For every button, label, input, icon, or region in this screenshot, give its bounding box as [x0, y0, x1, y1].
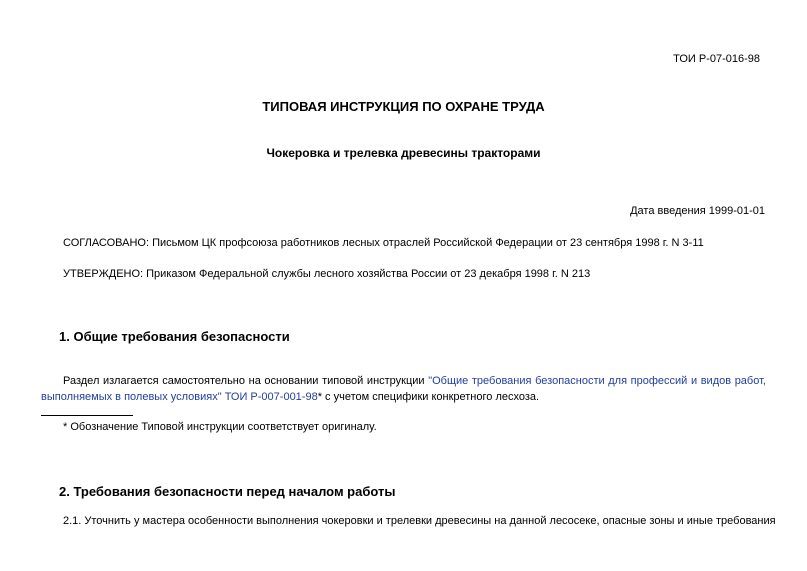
introduction-date: Дата введения 1999-01-01: [630, 205, 765, 217]
section-1-paragraph: [41, 373, 766, 405]
paragraph-text-after-link: * с учетом специфики конкретного лесхоза.: [317, 391, 540, 403]
approved-by-statement: УТВЕРЖДЕНО: Приказом Федеральной службы лесного хозяйства России от 23 декабря 1998 г. N 213: [63, 268, 591, 280]
document-subtitle: Чокеровка и трелевка древесины тракторами: [266, 146, 541, 160]
document-title: ТИПОВАЯ ИНСТРУКЦИЯ ПО ОХРАНЕ ТРУДА: [262, 99, 545, 114]
footnote-divider: [41, 415, 133, 416]
footnote: * Обозначение Типовой инструкции соответствует оригиналу.: [63, 421, 377, 433]
reference-link-general-requirements[interactable]: "Общие требования безопасности для профессий и видов работ, выполняемых в полевых условиях" ТОИ Р-007-001-98: [41, 375, 766, 403]
section-2-paragraph: 2.1. Уточнить у мастера особенности выполнения чокеровки и трелевки древесины на данной лесосеке, опасные зоны и иные требования: [63, 515, 776, 527]
agreed-by-statement: СОГЛАСОВАНО: Письмом ЦК профсоюза работников лесных отраслей Российской Федерации от 23 сентября 1998 г. N 3-11: [63, 237, 704, 249]
document-code: ТОИ Р-07-016-98: [673, 53, 760, 65]
section-heading-general-requirements: 1. Общие требования безопасности: [59, 329, 290, 344]
section-heading-before-work: 2. Требования безопасности перед началом работы: [59, 484, 396, 499]
paragraph-text-before-link: Раздел излагается самостоятельно на основании типовой инструкции: [63, 375, 429, 387]
